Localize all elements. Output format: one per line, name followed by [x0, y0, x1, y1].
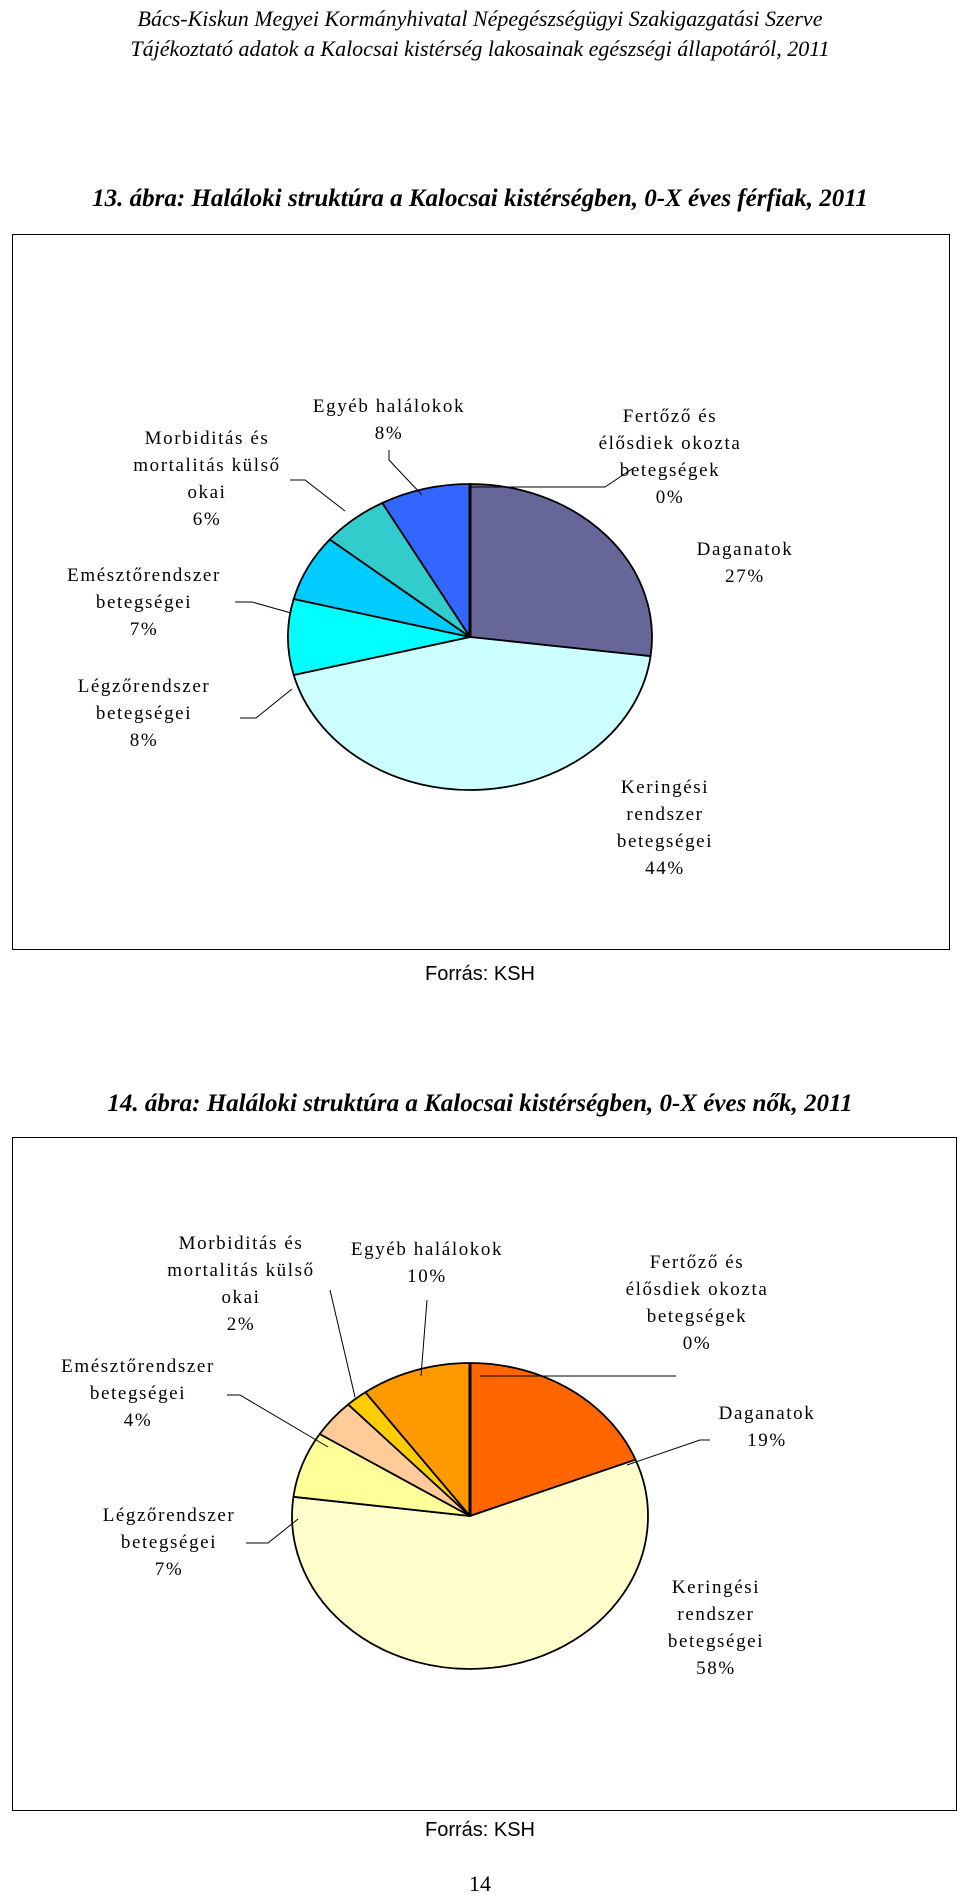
- pie-2-leader-5: [227, 1395, 328, 1447]
- pie-1-label-4: Légzőrendszer betegségei 8%: [77, 676, 211, 751]
- figure-13-source: Forrás: KSH: [424, 963, 536, 985]
- pie-1-leader-4: [240, 689, 292, 718]
- pie-1-slice-2: [470, 484, 652, 656]
- pie-2-label-6: Morbiditás és mortalitás külső okai 2%: [167, 1233, 315, 1335]
- pie-2-leader-4: [246, 1519, 298, 1543]
- pie-1-label-6: Morbiditás és mortalitás külső okai 6%: [133, 428, 281, 530]
- pie-2-leader-2: [627, 1440, 710, 1465]
- pie-1-label-3: Keringési rendszer betegségei 44%: [616, 777, 714, 879]
- pie-2-label-2: Daganatok 19%: [718, 1403, 816, 1451]
- pie-2-label-1: Fertőző és élősdiek okozta betegségek 0%: [625, 1252, 769, 1354]
- pie-1-leader-1: [470, 467, 635, 487]
- pie-2-label-7: Egyéb halálokok 10%: [350, 1239, 504, 1287]
- pie-2-leader-6: [330, 1290, 355, 1397]
- pie-2-leader-7: [421, 1300, 427, 1376]
- page-number: 14: [469, 1871, 491, 1896]
- pie-2: [61, 1233, 815, 1679]
- pie-2-label-3: Keringési rendszer betegségei 58%: [667, 1577, 765, 1679]
- pie-2-label-4: Légzőrendszer betegségei 7%: [102, 1505, 236, 1580]
- pie-1-label-2: Daganatok 27%: [696, 539, 794, 587]
- pie-1-label-1: Fertőző és élősdiek okozta betegségek 0%: [598, 406, 742, 508]
- pie-2-label-5: Emésztőrendszer betegségei 4%: [61, 1356, 215, 1431]
- pie-1-leader-6: [290, 480, 345, 511]
- pie-1-leader-5: [235, 602, 291, 613]
- pie-1: [67, 396, 793, 879]
- pie-1-label-7: Egyéb halálokok 8%: [312, 396, 466, 444]
- figure-13-title: 13. ábra: Haláloki struktúra a Kalocsai kistérségben, 0-X éves férfiak, 2011: [92, 185, 868, 212]
- header-line-1: Bács-Kiskun Megyei Kormányhivatal Népegészségügyi Szakigazgatási Szerve: [137, 6, 823, 31]
- header-line-2: Tájékoztató adatok a Kalocsai kistérség lakosainak egészségi állapotáról, 2011: [130, 36, 830, 61]
- figure-14-source: Forrás: KSH: [424, 1819, 536, 1841]
- figure-14-title: 14. ábra: Haláloki struktúra a Kalocsai kistérségben, 0-X éves nők, 2011: [107, 1090, 853, 1117]
- pie-1-label-5: Emésztőrendszer betegségei 7%: [67, 565, 221, 640]
- pie-1-leader-7: [389, 450, 422, 495]
